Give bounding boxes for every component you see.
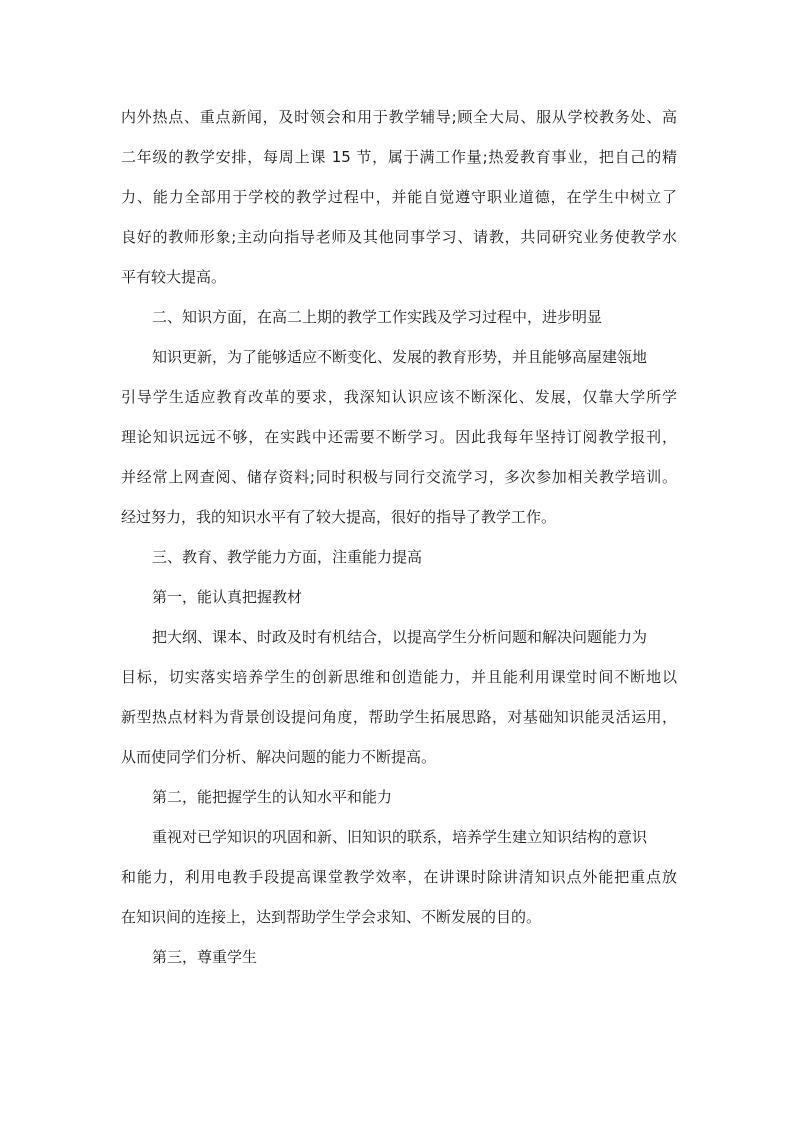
- text-line: 在知识间的连接上，达到帮助学生学会求知、不断发展的目的。: [121, 908, 542, 926]
- text-line: 经过努力，我的知识水平有了较大提高，很好的指导了教学工作。: [121, 508, 557, 526]
- text-line: 重视对已学知识的巩固和新、旧知识的联系，培养学生建立知识结构的意识: [152, 828, 648, 846]
- text-line: 引导学生适应教育改革的要求，我深知认识应该不断深化、发展，仅靠大学所学: [121, 388, 677, 406]
- text-line: 内外热点、重点新闻，及时领会和用于教学辅导;顾全大局、服从学校教务处、高: [121, 108, 677, 126]
- subheading: 第三，尊重学生: [152, 948, 258, 966]
- text-line: 并经常上网查阅、储存资料;同时积极与同行交流学习，多次参加相关教学培训。: [121, 468, 677, 486]
- text-line: 平有较大提高。: [121, 268, 227, 286]
- text-line: 理论知识远远不够，在实践中还需要不断学习。因此我每年坚持订阅教学报刊，: [121, 428, 677, 446]
- text-line: 把大纲、课本、时政及时有机结合，以提高学生分析问题和解决问题能力为: [152, 628, 648, 646]
- text-line: 从而使同学们分析、解决问题的能力不断提高。: [121, 748, 437, 766]
- text-line: 良好的教师形象;主动向指导老师及其他同事学习、请教，共同研究业务使教学水: [121, 228, 677, 246]
- document-body: [121, 101, 677, 981]
- subheading: 第一，能认真把握教材: [152, 588, 303, 606]
- text-line: 和能力，利用电教手段提高课堂教学效率，在讲课时除讲清知识点外能把重点放: [121, 868, 677, 886]
- text-line: 目标，切实落实培养学生的创新思维和创造能力，并且能利用课堂时间不断地以: [121, 668, 677, 686]
- subheading: 第二，能把握学生的认知水平和能力: [152, 788, 393, 806]
- text-line: 新型热点材料为背景创设提问角度，帮助学生拓展思路，对基础知识能灵活运用，: [121, 708, 677, 726]
- text-line: 知识更新，为了能够适应不断变化、发展的教育形势，并且能够高屋建瓴地: [152, 348, 648, 366]
- text-line: 力、能力全部用于学校的教学过程中，并能自觉遵守职业道德，在学生中树立了: [121, 188, 677, 206]
- text-line: 二年级的教学安排，每周上课 15 节，属于满工作量;热爱教育事业，把自己的精: [121, 148, 677, 166]
- section-heading: 二、知识方面，在高二上期的教学工作实践及学习过程中，进步明显: [152, 308, 603, 326]
- section-heading: 三、教育、教学能力方面，注重能力提高: [152, 548, 423, 566]
